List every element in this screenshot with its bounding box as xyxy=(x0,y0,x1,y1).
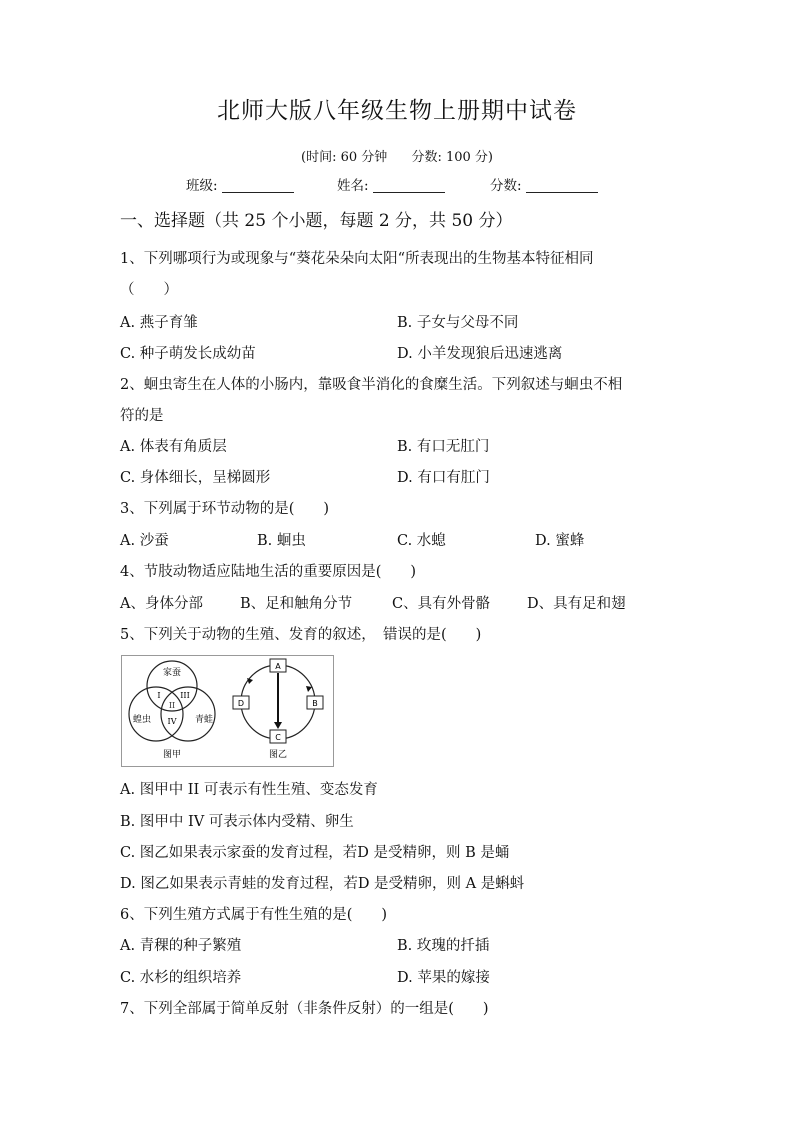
venn-region-1: I xyxy=(157,691,161,700)
q6-option-c: C. 水杉的组织培养 xyxy=(120,970,242,986)
figure-yi-caption: 图乙 xyxy=(268,750,288,760)
q4-option-b: B、足和触角分节 xyxy=(240,596,353,612)
name-field xyxy=(337,174,445,194)
cycle-label-b: B xyxy=(312,699,318,708)
cycle-label-c: C xyxy=(275,733,281,742)
score-blank[interactable] xyxy=(526,178,598,193)
venn-circle-left xyxy=(129,687,183,741)
q6-option-a: A. 青稞的种子繁殖 xyxy=(120,938,242,954)
q5-figure xyxy=(121,655,334,767)
venn-region-4: IV xyxy=(167,717,177,726)
q1-option-c: C. 种子萌发长成幼苗 xyxy=(120,346,256,362)
class-label: 班级: xyxy=(186,178,218,194)
cycle-label-a: A xyxy=(275,662,281,671)
name-blank[interactable] xyxy=(373,178,445,193)
q3-option-a: A. 沙蚕 xyxy=(120,533,169,549)
score-field xyxy=(490,174,598,194)
q1-option-a: A. 燕子育雏 xyxy=(120,315,198,331)
exam-time: (时间: 60 分钟 xyxy=(301,150,388,165)
q5-option-b: B. 图甲中 IV 可表示体内受精、卵生 xyxy=(120,814,354,830)
q6-stem: 6、下列生殖方式属于有性生殖的是( ) xyxy=(120,907,388,923)
q2-option-c: C. 身体细长，呈梯圆形 xyxy=(120,470,271,486)
section-heading: 一、选择题（共 25 个小题，每题 2 分，共 50 分） xyxy=(120,211,513,231)
q5-option-c: C. 图乙如果表示家蚕的发育过程，若D 是受精卵，则 B 是蛹 xyxy=(120,845,510,861)
exam-total-score: 分数: 100 分) xyxy=(411,150,493,165)
q2-option-b: B. 有口无肛门 xyxy=(397,439,490,455)
q3-option-d: D. 蜜蜂 xyxy=(535,533,585,549)
venn-region-2: II xyxy=(168,701,176,710)
cycle-arrowhead-b xyxy=(306,686,312,692)
score-label: 分数: xyxy=(490,178,522,194)
venn-label-silkworm: 家蚕 xyxy=(162,668,182,678)
cycle-arrowhead-c xyxy=(274,722,282,729)
q2-option-a: A. 体表有角质层 xyxy=(120,439,227,455)
page-title: 北师大版八年级生物上册期中试卷 xyxy=(217,98,577,124)
venn-label-frog: 青蛙 xyxy=(194,715,214,725)
name-label: 姓名: xyxy=(337,178,369,194)
q5-figure-svg xyxy=(122,656,333,766)
venn-region-3: III xyxy=(180,691,190,700)
exam-meta xyxy=(0,146,794,165)
q3-stem: 3、下列属于环节动物的是( ) xyxy=(120,501,330,517)
venn-label-locust: 蝗虫 xyxy=(132,715,152,725)
q4-option-c: C、具有外骨骼 xyxy=(392,596,491,612)
q2-stem: 2、蛔虫寄生在人体的小肠内，靠吸食半消化的食糜生活。下列叙述与蛔虫不相 xyxy=(120,377,623,393)
q7-stem: 7、下列全部属于简单反射（非条件反射）的一组是( ) xyxy=(120,1001,489,1017)
q2-option-d: D. 有口有肛门 xyxy=(397,470,490,486)
q4-stem: 4、节肢动物适应陆地生活的重要原因是( ) xyxy=(120,564,417,580)
q5-option-a: A. 图甲中 II 可表示有性生殖、变态发育 xyxy=(120,782,378,798)
q1-answer-bracket: （ ） xyxy=(120,282,178,298)
figure-jia-caption: 图甲 xyxy=(162,750,182,760)
cycle-label-d: D xyxy=(237,699,245,708)
q3-option-b: B. 蛔虫 xyxy=(257,533,306,549)
q1-option-d: D. 小羊发现狼后迅速逃离 xyxy=(397,346,563,362)
q4-option-d: D、具有足和翅 xyxy=(527,596,626,612)
q5-stem: 5、下列关于动物的生殖、发育的叙述， 错误的是( ) xyxy=(120,627,482,643)
q2-stem-cont: 符的是 xyxy=(120,408,164,424)
q5-option-d: D. 图乙如果表示青蛙的发育过程，若D 是受精卵，则 A 是蝌蚪 xyxy=(120,876,525,892)
q1-stem: 1、下列哪项行为或现象与“葵花朵朵向太阳“所表现出的生物基本特征相同 xyxy=(120,251,594,267)
class-blank[interactable] xyxy=(222,178,294,193)
class-field xyxy=(186,174,294,194)
q1-option-b: B. 子女与父母不同 xyxy=(397,315,519,331)
q6-option-b: B. 玫瑰的扦插 xyxy=(397,938,490,954)
q6-option-d: D. 苹果的嫁接 xyxy=(397,970,490,986)
q4-option-a: A、身体分部 xyxy=(120,596,203,612)
q3-option-c: C. 水螅 xyxy=(397,533,446,549)
